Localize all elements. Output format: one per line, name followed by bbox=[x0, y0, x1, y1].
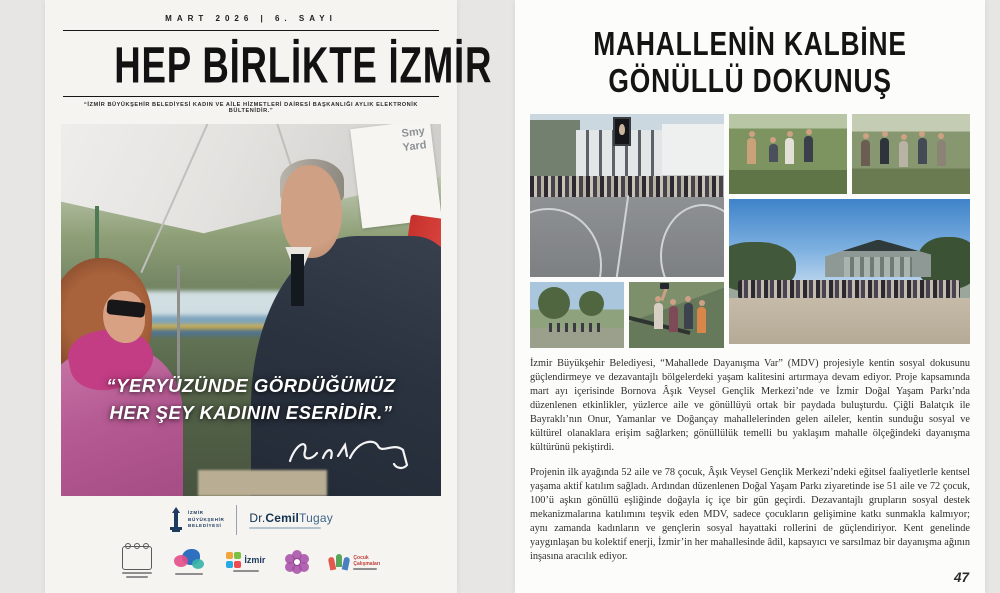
collage-photo-schoolyard bbox=[530, 114, 724, 277]
mayor-head bbox=[281, 165, 342, 258]
crowd-row bbox=[738, 280, 960, 299]
article-paragraph-1: İzmir Büyükşehir Belediyesi, “Mahallede Dayanışma Var” (MDV) projesiyle kentin sosyal dokusunu güçlendirmeye ve dezavantajlı bölgelerdeki yaşam kalitesini artırmaya devam ediyor. Proje kapsamında mart ayı içerisinde Bornova Âşık Veysel Gençlik Merkezi’nde ve İzmir Doğal Yaşam Parkı’nda düzenlenen etkinlikler, yüzlerce aile ve gönüllüyü ortak bir paydada buluşturdu. Çiğli Balatçık ile Bayraklı’nın Onur, Yamanlar ve Doğançay mahallelerinden gelen aileler, kentin sunduğu sosyal ve kültürel olanaklara erişim sağlarken; gönüllülük temelli bu yaklaşım mahalle ölçeğindeki dayanışma kültürünü pekiştirdi. bbox=[530, 357, 970, 453]
cocuk-calismalari-logo: Çocuk Çalışmaları bbox=[329, 551, 380, 573]
footer-divider bbox=[236, 505, 237, 535]
collage-photo-selfie bbox=[629, 282, 723, 348]
cover-subtitle: “İZMİR BÜYÜKŞEHİR BELEDİYESİ KADIN VE AİLE HİZMETLERİ DAİRESİ BAŞKANLIĞI AYLIK ELEKTRONİK BÜLTENİDİR.” bbox=[84, 102, 418, 114]
mayor-signature-logo: Dr.CemilTugay bbox=[249, 511, 333, 530]
issue-line: MART 2026 | 6. SAYI bbox=[165, 14, 337, 23]
collage-photo-garden-group-1 bbox=[729, 114, 847, 194]
izmir-brand-logo: İzmir bbox=[226, 552, 266, 572]
cover-photo bbox=[61, 124, 441, 496]
masthead-rule-top bbox=[63, 30, 439, 31]
ataturk-portrait bbox=[613, 117, 630, 146]
article-page bbox=[515, 0, 985, 593]
aile-danismanligi-logo bbox=[172, 549, 206, 575]
cover-page bbox=[45, 0, 493, 593]
izmir-municipality-logo-text: İZMİR BÜYÜKŞEHİR BELEDİYESİ bbox=[188, 509, 225, 529]
tent-sign: Smy Yard bbox=[350, 124, 441, 229]
crowd-row bbox=[530, 176, 724, 197]
collage-photo-big-group bbox=[729, 199, 970, 344]
collage-photo-park bbox=[530, 282, 624, 348]
clock-tower-icon bbox=[169, 507, 183, 533]
flower-logo bbox=[285, 550, 309, 574]
page-number: 47 bbox=[953, 570, 969, 585]
ataturk-signature bbox=[284, 433, 414, 473]
collage-photo-garden-group-2 bbox=[852, 114, 970, 194]
article-title: MAHALLENİN KALBİNE GÖNÜLLÜ DOKUNUŞ bbox=[593, 25, 907, 99]
partner-logos-row bbox=[71, 546, 431, 578]
cover-quote: “YERYÜZÜNDE GÖRDÜĞÜMÜZ HER ŞEY KADININ ESERİDİR.” bbox=[106, 375, 396, 424]
cover-title: HEP BİRLİKTE İZMİR bbox=[114, 35, 493, 94]
mayor-title-bar bbox=[249, 527, 321, 530]
kadin-aile-outline-logo bbox=[122, 546, 152, 578]
article-paragraph-2: Projenin ilk ayağında 52 aile ve 78 çocuk, Âşık Veysel Gençlik Merkezi’ndeki eğitsel faaliyetlerle kentsel yaşama aktif katılım sağladı. Ardından düzenlenen Doğal Yaşam Parkı ziyaretinde ise 51 aile ve 72 çocuk, 100’ü aşkın gönüllü eşliğinde doğayla iç içe bir gün geçirdi. Dezavantajlı grupların sosyal destek mekanizmalarına katılımını teşvik eden MDV, sadece çocukların gelişimine katkı sunmakla kalmıyor; aynı zamanda kadınların ve gençlerin sosyal hayattaki rollerini de güçlendiriyor. Kent genelinde yaygınlaşan bu kolektif enerji, İzmir’in her mahallesinde âdil, kapsayıcı ve sarsılmaz bir dayanışma ağının inşasına aracılık ediyor. bbox=[530, 466, 970, 562]
photo-collage bbox=[530, 114, 970, 348]
izmir-municipality-logo bbox=[169, 507, 224, 533]
cover-footer bbox=[61, 496, 441, 578]
